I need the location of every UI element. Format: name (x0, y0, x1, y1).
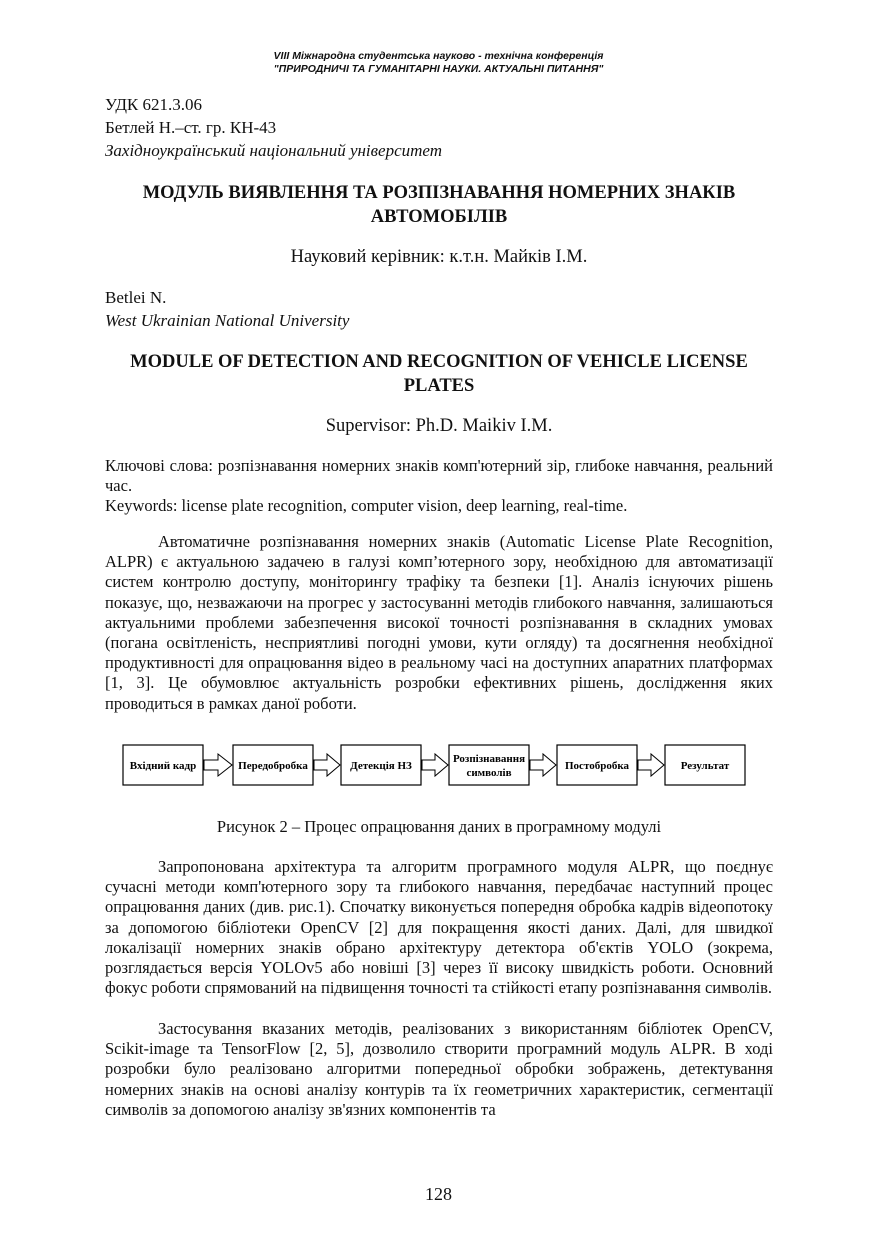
page-number: 128 (425, 1184, 452, 1204)
pipeline-box-input (123, 745, 203, 785)
pipeline-box-result (665, 745, 745, 785)
pipeline-box-postprocessing (557, 745, 637, 785)
udk-code: УДК 621.3.06 (105, 95, 203, 114)
step-recognition-label-line2: символів (466, 767, 512, 779)
en-supervisor: Supervisor: Ph.D. Maikiv I.M. (325, 416, 553, 436)
paragraph-3: Застосування вказаних методів, реалізованих з використанням бібліотек OpenCV, Scikit-image та TensorFlow [2, 5], дозволило створити програмний модуль ALPR. В ході розробки було реалізовано алгоритми попередньої обробки зображень, детектування номерних знаків на основі аналізу контурів та їх геометричних характеристик, сегментації символів за допомогою аналізу зв'язних компонентів та (105, 1019, 773, 1119)
step-result-label: Результат (680, 760, 730, 772)
step-preprocessing-label: Передобробка (238, 760, 308, 772)
ua-author: Бетлей Н.–ст. гр. КН-43 (105, 118, 277, 137)
conference-subtitle: "ПРИРОДНИЧІ ТА ГУМАНІТАРНІ НАУКИ. АКТУАЛЬНІ ПИТАННЯ" (273, 63, 604, 75)
paragraph-1: Автоматичне розпізнавання номерних знаків (Automatic License Plate Recognition, ALPR) є актуальною задачею в галузі комп’ютерного зору, необхідною для автоматизації систем контролю доступу, моніторингу трафіку та безпеки [1]. Аналіз існуючих рішень показує, що, незважаючи на прогрес у застосуванні методів глибокого навчання, залишаються актуальними проблеми забезпечення високої точності розпізнавання в складних умовах (погана освітленість, несприятливі погодні умови, кути огляду) та досягнення необхідної продуктивності для опрацювання відео в реальному часі на доступних апаратних платформах [1, 3]. Це обумовлює актуальність розробки ефективних рішень, дослідження яких проводиться в рамках даної роботи. (105, 532, 773, 713)
step-detection-label: Детекція НЗ (350, 760, 412, 772)
pipeline-arrow-1 (204, 754, 232, 776)
en-university: West Ukrainian National University (105, 311, 350, 330)
pipeline-box-preprocessing (233, 745, 313, 785)
ua-title: МОДУЛЬ ВИЯВЛЕННЯ ТА РОЗПІЗНАВАННЯ НОМЕРНИХ ЗНАКІВ АВТОМОБІЛІВ (142, 183, 736, 227)
pipeline-arrow-2 (314, 754, 340, 776)
ua-university: Західноукраїнський національний університет (105, 141, 442, 160)
keywords-en: Keywords: license plate recognition, computer vision, deep learning, real-time. (105, 496, 628, 516)
keywords-ua: Ключові слова: розпізнавання номерних знаків комп'ютерний зір, глибоке навчання, реальний час. (105, 456, 773, 496)
ua-author-block (105, 93, 773, 162)
processing-pipeline-diagram (122, 740, 752, 792)
pipeline-arrow-3 (422, 754, 448, 776)
pipeline-arrow-5 (638, 754, 664, 776)
conference-header (0, 50, 877, 76)
conference-title: VIII Міжнародна студентська науково - технічна конференція (273, 50, 604, 62)
paragraph-2: Запропонована архітектура та алгоритм програмного модуля ALPR, що поєднує сучасні методи комп'ютерного зору та глибокого навчання, передбачає наступний процес опрацювання даних (див. рис.1). Спочатку виконується попередня обробка кадрів відеопотоку за допомогою бібліотеки OpenCV [2] для покращення якості даних. Далі, для швидкої локалізації номерних знаків обрано архітектуру детектора об'єктів YOLO (зокрема, розглядається версія YOLOv5 або новіші [3] через її високу швидкість роботи. Основний фокус роботи спрямований на підвищення точності та стійкості етапу розпізнавання символів. (105, 857, 773, 998)
keywords-block (105, 456, 773, 517)
step-recognition-label-line1: Розпізнавання (452, 753, 526, 765)
step-input-label: Вхідний кадр (129, 760, 197, 772)
en-author: Betlei N. (105, 288, 167, 307)
step-postprocessing-label: Постобробка (565, 760, 629, 772)
ua-supervisor: Науковий керівник: к.т.н. Майків І.М. (290, 247, 588, 267)
en-author-block (105, 286, 773, 332)
figure-caption: Рисунок 2 – Процес опрацювання даних в програмному модулі (216, 817, 662, 836)
pipeline-box-recognition (449, 745, 529, 785)
en-title: MODULE OF DETECTION AND RECOGNITION OF VEHICLE LICENSE PLATES (130, 352, 748, 396)
pipeline-arrow-4 (530, 754, 556, 776)
pipeline-box-detection (341, 745, 421, 785)
